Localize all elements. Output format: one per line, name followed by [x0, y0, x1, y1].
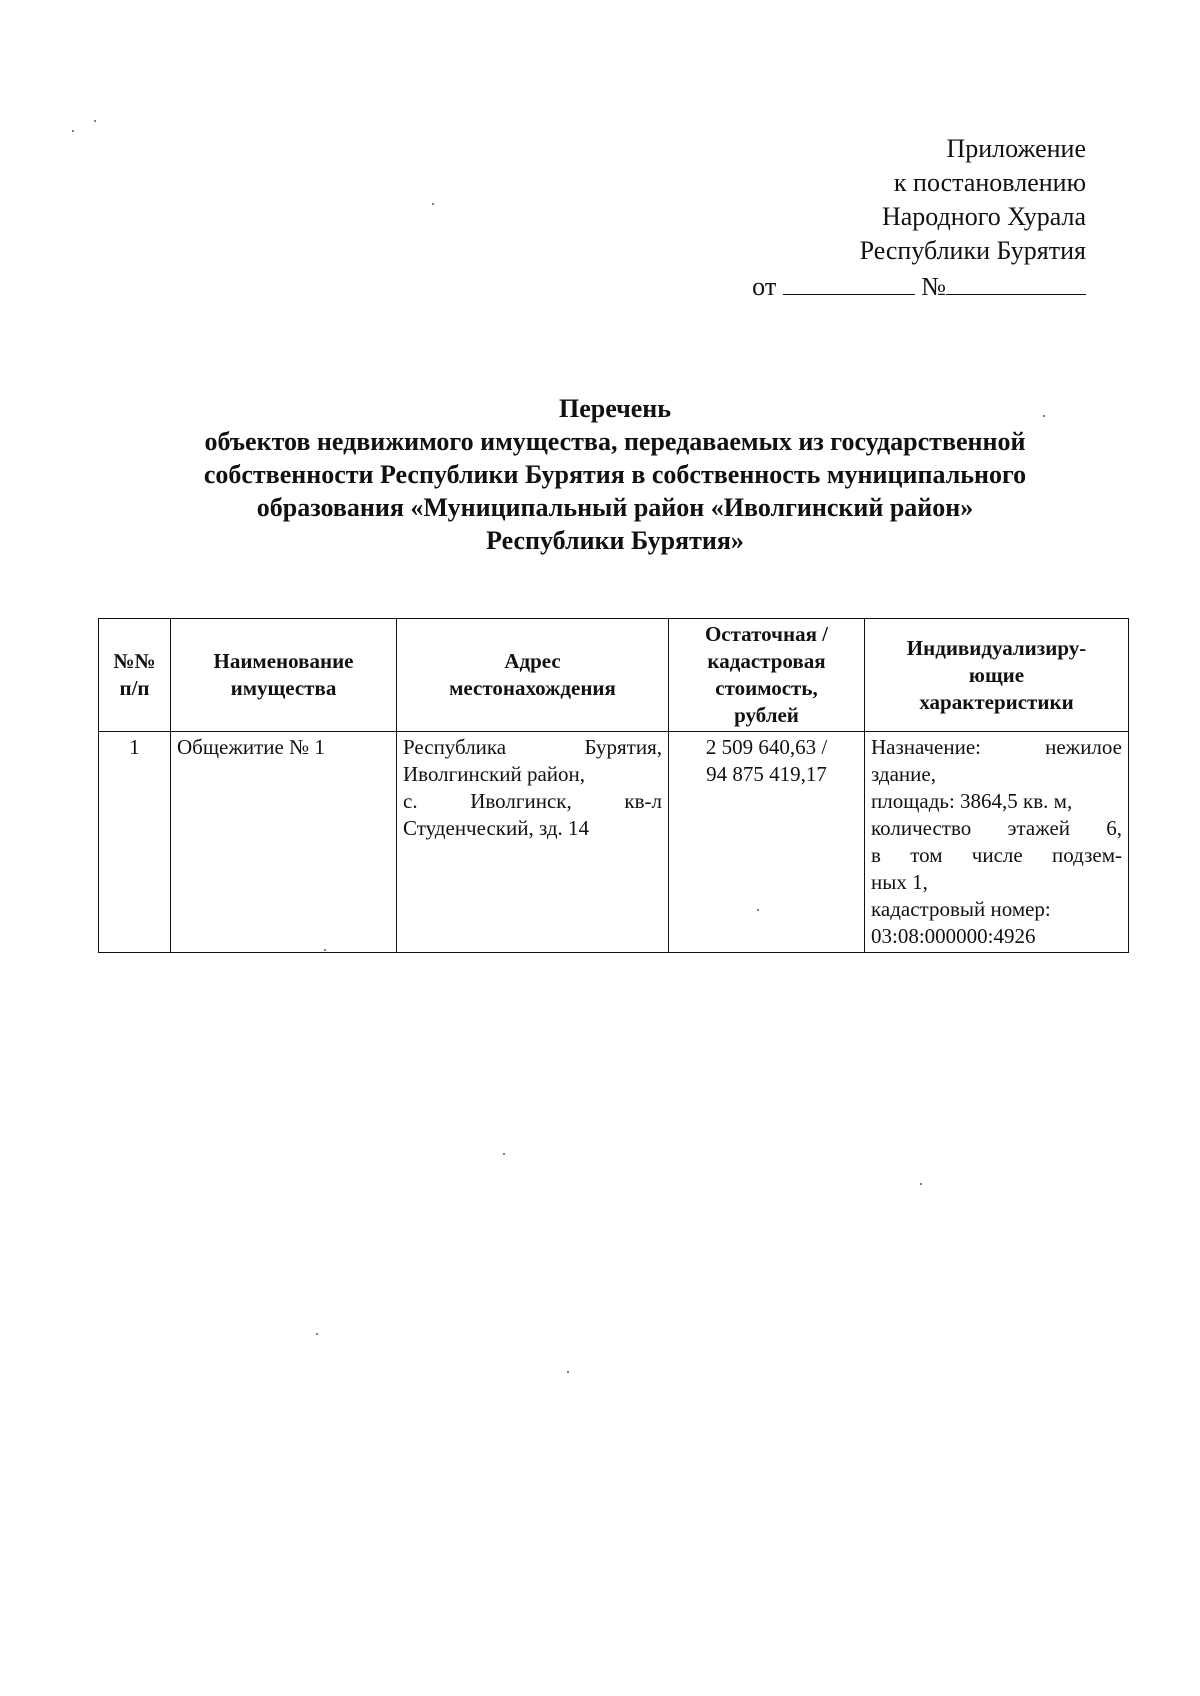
- header-cost: Остаточная / кадастровая стоимость, рублей: [669, 619, 865, 732]
- scan-speck: [72, 130, 74, 132]
- date-blank: [783, 268, 915, 295]
- cell-num: 1: [99, 732, 171, 953]
- number-prefix: №: [921, 272, 946, 301]
- table-row: [99, 732, 1129, 953]
- title-line-2: собственности Республики Бурятия в собственность муниципального: [203, 460, 1027, 489]
- title-line-4: Республики Бурятия»: [486, 526, 744, 555]
- scan-speck: [1043, 415, 1045, 417]
- scan-speck: [920, 1183, 922, 1185]
- appendix-body-line: Народного Хурала: [881, 202, 1086, 231]
- appendix-date-row: [752, 268, 1086, 304]
- title-line-3: образования «Муниципальный район «Иволгинский район»: [256, 493, 974, 522]
- header-num: №№ п/п: [99, 619, 171, 732]
- header-characteristics: Индивидуализиру- ющие характеристики: [865, 619, 1129, 732]
- cell-cost: 2 509 640,63 / 94 875 419,17: [669, 732, 865, 953]
- header-address: Адрес местонахождения: [397, 619, 669, 732]
- table-header-row: [99, 619, 1129, 732]
- scan-speck: [94, 120, 96, 122]
- header-name: Наименование имущества: [171, 619, 397, 732]
- title-line-1: объектов недвижимого имущества, передаваемых из государственной: [204, 427, 1026, 456]
- appendix-title: Приложение: [946, 134, 1086, 163]
- scan-speck: [324, 949, 326, 951]
- number-blank: [946, 268, 1086, 295]
- appendix-republic-line: Республики Бурятия: [859, 236, 1086, 265]
- title-main: Перечень: [558, 394, 672, 423]
- cell-characteristics: Назначение: нежилое здание, площадь: 3864,5 кв. м, количество этажей 6, в том числе подзем- ных 1, кадастровый номер: 03:08:000000:4926: [865, 732, 1129, 953]
- scan-speck: [432, 203, 434, 205]
- date-prefix: от: [752, 272, 777, 301]
- appendix-resolution-line: к постановлению: [893, 168, 1086, 197]
- cell-name: Общежитие № 1: [171, 732, 397, 953]
- document-title: [100, 392, 1130, 557]
- scan-speck: [503, 1153, 505, 1155]
- appendix-block: [752, 132, 1086, 304]
- scan-speck: [757, 909, 759, 911]
- scan-speck: [316, 1333, 318, 1335]
- cell-address: Республика Бурятия, Иволгинский район, с. Иволгинск, кв-л Студенческий, зд. 14: [397, 732, 669, 953]
- scan-speck: [567, 1371, 569, 1373]
- property-table: [98, 618, 1129, 953]
